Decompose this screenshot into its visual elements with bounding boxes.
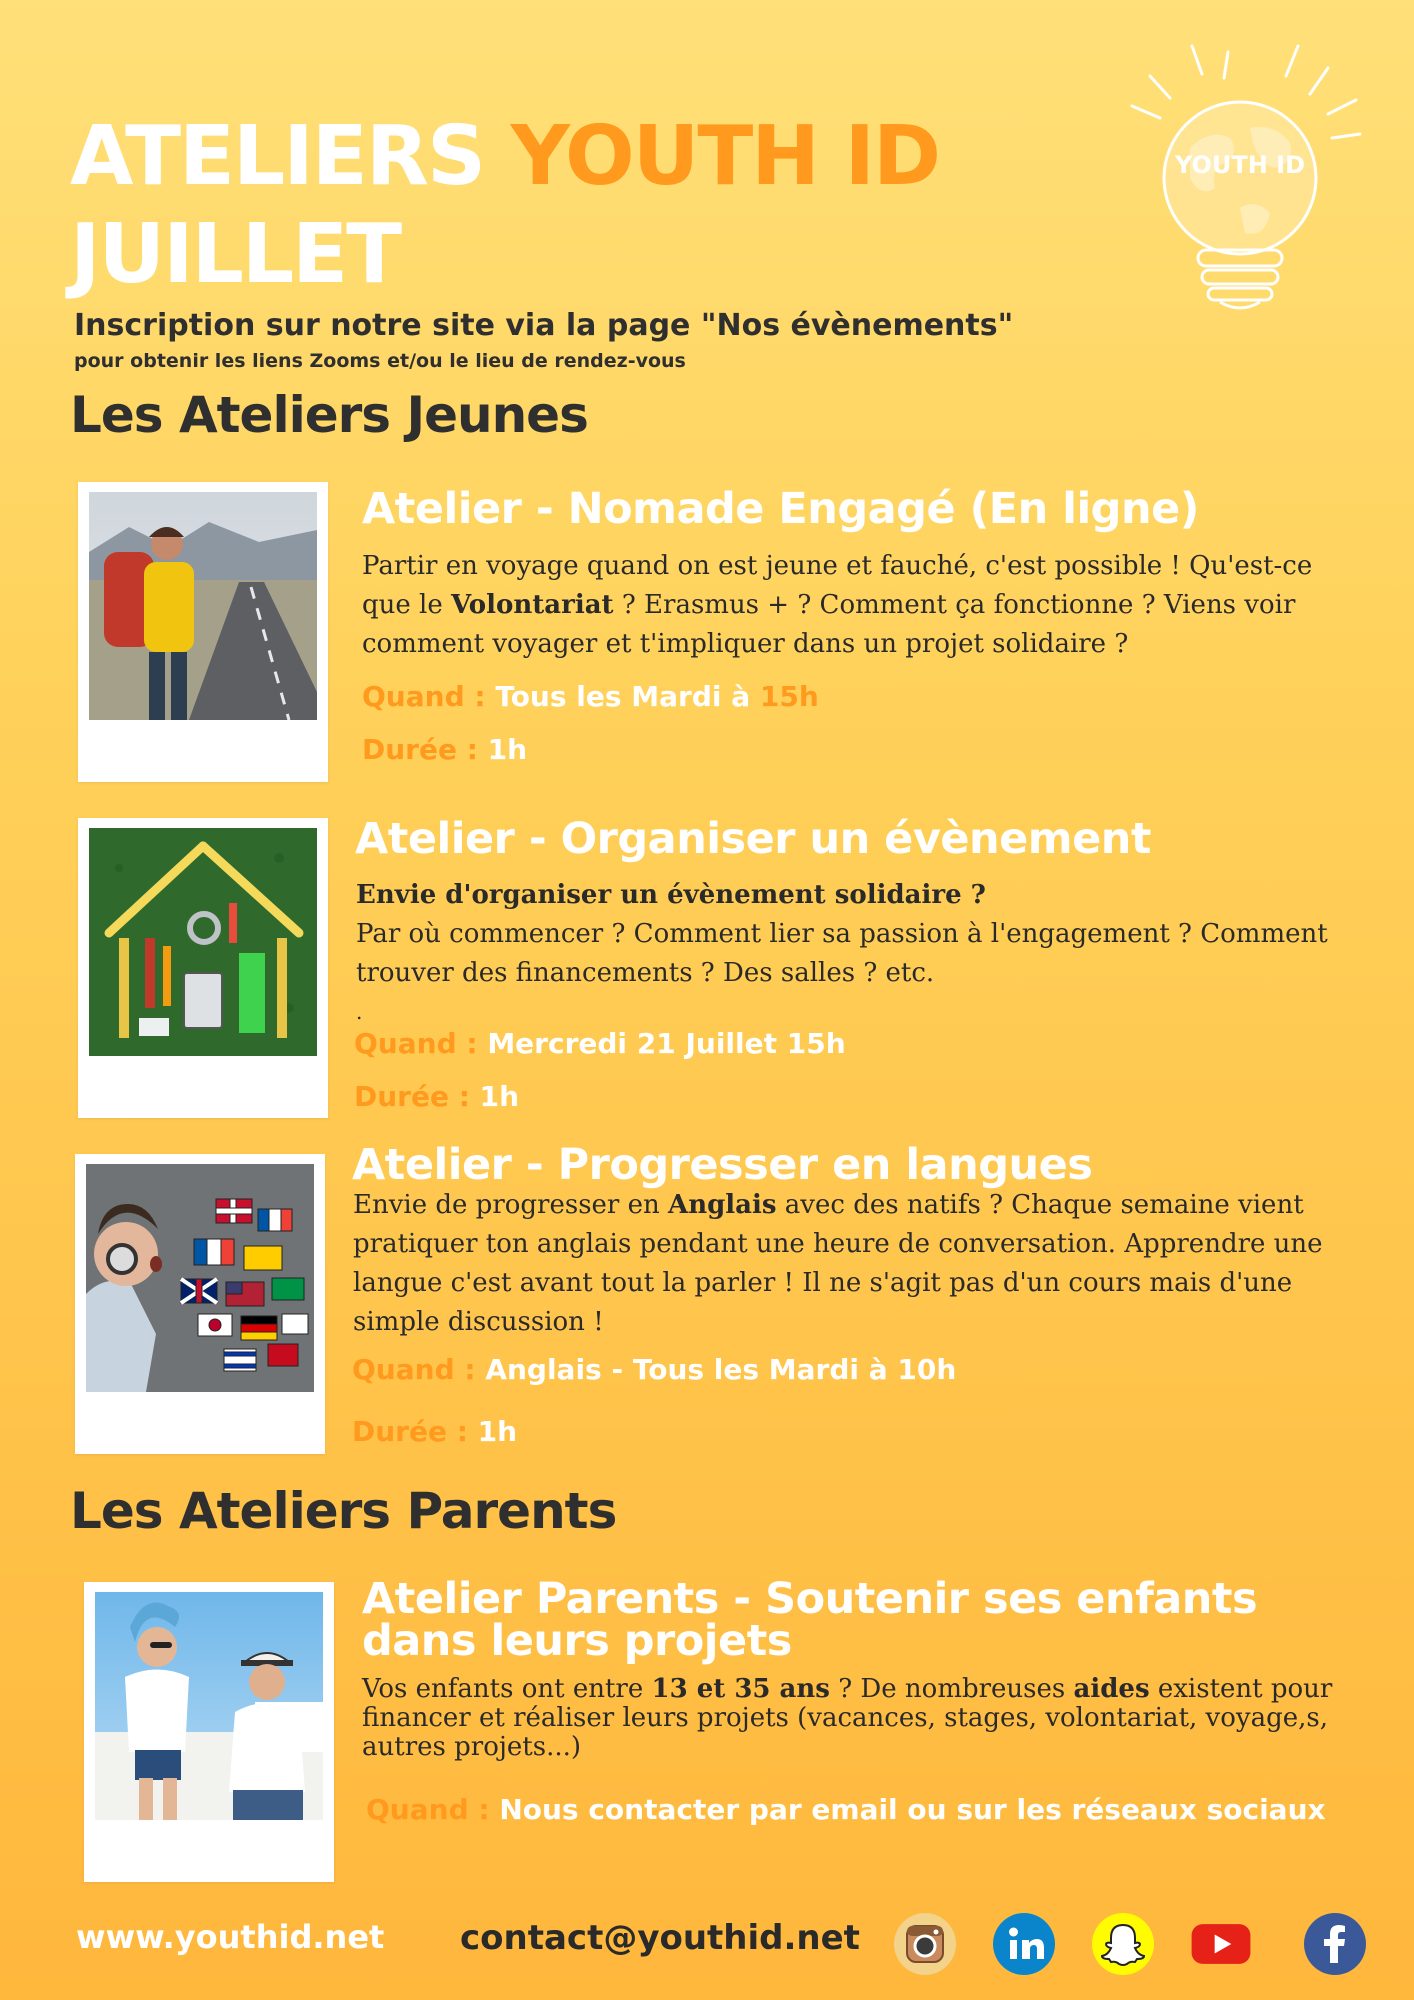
workshop-desc-langues <box>353 1186 1353 1342</box>
when-label: Quand : <box>354 1027 488 1060</box>
workshop-desc-nomade <box>362 547 1342 664</box>
workshop-dot-evenement: . <box>356 1000 363 1024</box>
workshop-title-parents <box>362 1574 1258 1666</box>
when-langues <box>352 1353 956 1386</box>
when-value: Mercredi 21 Juillet 15h <box>487 1027 846 1060</box>
parents-photo <box>95 1592 323 1820</box>
when-label: Quand : <box>366 1793 500 1826</box>
workshop-intro-evenement: Envie d'organiser un évènement solidaire ? <box>356 880 986 910</box>
desc-bold: 13 et 35 ans <box>651 1674 830 1704</box>
duration-label: Durée : <box>362 733 488 766</box>
registration-subtitle-small: pour obtenir les liens Zooms et/ou le lieu de rendez-vous <box>74 350 686 372</box>
duration-langues <box>352 1415 517 1448</box>
desc-bold: Anglais <box>668 1190 777 1220</box>
workshop-title-nomade: Atelier - Nomade Engagé (En ligne) <box>362 484 1199 534</box>
section-title-jeunes: Les Ateliers Jeunes <box>70 386 588 444</box>
when-evenement <box>354 1027 846 1060</box>
photo-frame-langues <box>75 1154 325 1454</box>
registration-subtitle: Inscription sur notre site via la page "Nos évènements" <box>74 308 1014 343</box>
duration-evenement <box>354 1080 519 1113</box>
desc-text: Vos enfants ont entre <box>362 1674 652 1704</box>
title-line-2: JUILLET <box>70 207 401 302</box>
desc-text: avec des natifs ? Chaque semaine vient pratiquer ton anglais pendant une heure de conversation. Apprendre une langue c'est avant tout la parler ! Il ne s'agit pas d'un cours mais d'une simple discussion ! <box>353 1190 1323 1337</box>
languages-photo <box>86 1164 314 1392</box>
youtube-icon[interactable] <box>1190 1913 1252 1975</box>
photo-frame-evenement <box>78 818 328 1118</box>
snapchat-icon[interactable] <box>1092 1913 1154 1975</box>
when-label: Quand : <box>352 1353 486 1386</box>
when-nomade <box>362 680 819 713</box>
desc-text: Envie de progresser en <box>353 1190 669 1220</box>
duration-value: 1h <box>477 1415 518 1448</box>
contact-email-link[interactable]: contact@youthid.net <box>460 1918 860 1958</box>
desc-text: existent pour financer et réaliser leurs projets (vacances, stages, volontariat, voyage,s, autres projets...) <box>362 1674 1333 1762</box>
workshop-title-langues: Atelier - Progresser en langues <box>352 1140 1093 1190</box>
title-white: ATELIERS <box>70 109 485 204</box>
desc-text: Partir en voyage quand on est jeune et fauché, c'est possible ! Qu'est-ce que le <box>362 551 1313 620</box>
linkedin-icon[interactable] <box>993 1913 1055 1975</box>
traveler-photo <box>89 492 317 720</box>
photo-frame-nomade <box>78 482 328 782</box>
when-parents <box>366 1793 1326 1826</box>
desc-text: ? Erasmus + ? Comment ça fonctionne ? Viens voir comment voyager et t'impliquer dans un projet solidaire ? <box>362 590 1296 659</box>
workshop-desc-evenement: Par où commencer ? Comment lier sa passion à l'engagement ? Comment trouver des financements ? Des salles ? etc. <box>356 919 1328 988</box>
workshop-desc-parents <box>362 1675 1352 1762</box>
bulb-base-icon <box>1198 250 1282 308</box>
desc-bold: aides <box>1073 1674 1150 1704</box>
tools-house-photo <box>89 828 317 1056</box>
when-value: Tous les Mardi à <box>495 680 760 713</box>
duration-value: 1h <box>479 1080 520 1113</box>
instagram-icon[interactable] <box>894 1913 956 1975</box>
duration-label: Durée : <box>354 1080 480 1113</box>
youthid-logo-bulb <box>1120 38 1370 318</box>
duration-value: 1h <box>487 733 528 766</box>
photo-frame-parents <box>84 1582 334 1882</box>
title-line: dans leurs projets <box>362 1616 792 1666</box>
when-highlight: 15h <box>759 680 819 713</box>
duration-nomade <box>362 733 527 766</box>
desc-text: ? De nombreuses <box>829 1674 1074 1704</box>
title-line: Atelier Parents - Soutenir ses enfants <box>362 1574 1258 1624</box>
logo-text: YOUTH ID <box>1174 151 1306 179</box>
section-title-parents: Les Ateliers Parents <box>70 1482 617 1540</box>
title-line-1 <box>70 109 940 204</box>
facebook-icon[interactable] <box>1304 1913 1366 1975</box>
title-orange: YOUTH ID <box>510 109 940 204</box>
website-link[interactable]: www.youthid.net <box>76 1918 385 1956</box>
desc-bold: Volontariat <box>451 590 614 620</box>
when-value: Anglais - Tous les Mardi à 10h <box>485 1353 957 1386</box>
workshop-title-evenement: Atelier - Organiser un évènement <box>355 814 1151 864</box>
when-value: Nous contacter par email ou sur les réseaux sociaux <box>499 1793 1326 1826</box>
duration-label: Durée : <box>352 1415 478 1448</box>
when-label: Quand : <box>362 680 496 713</box>
